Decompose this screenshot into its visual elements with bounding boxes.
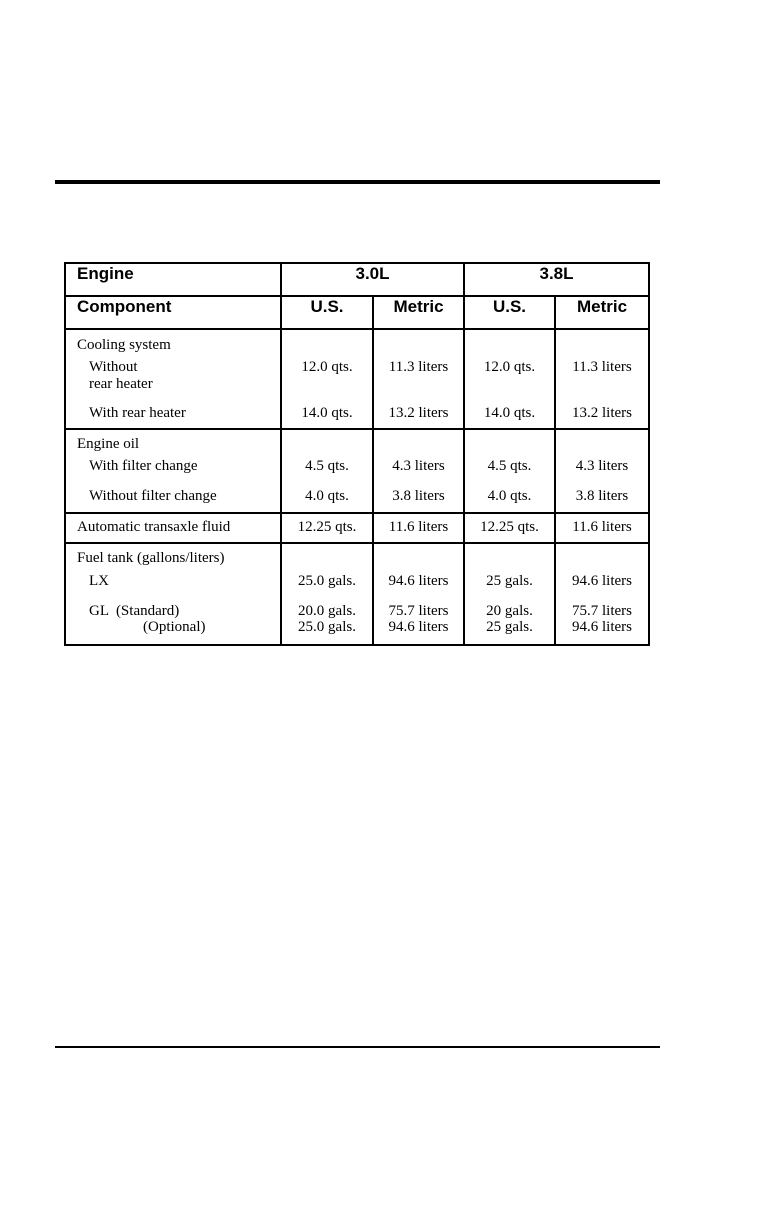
oil-with-us-3-8l: 4.5 qts. — [487, 458, 532, 474]
transaxle-title: Automatic transaxle fluid — [77, 519, 231, 535]
oil-without-filter-label: Without filter change — [89, 488, 217, 504]
capacities-table — [64, 262, 650, 646]
transaxle-metric-3-0l: 11.6 liters — [388, 519, 449, 535]
fuel-gl-metric-3-0l: 75.7 liters — [388, 603, 449, 619]
fuel-opt-us-3-0l: 25.0 gals. — [298, 619, 356, 635]
cooling-with-us-3-0l: 14.0 qts. — [301, 405, 353, 421]
cooling-without-metric-3-8l: 11.3 liters — [572, 359, 632, 375]
fuel-opt-metric-3-8l: 94.6 liters — [572, 619, 632, 635]
us-header-3-8l: U.S. — [464, 296, 555, 329]
fuel-title: Fuel tank (gallons/liters) — [77, 550, 225, 566]
fuel-gl-metric-3-8l: 75.7 liters — [572, 603, 632, 619]
cooling-with-metric-3-0l: 13.2 liters — [388, 405, 449, 421]
transaxle-us-3-0l: 12.25 qts. — [297, 519, 357, 535]
engine-header-row — [65, 263, 649, 296]
fuel-lx-us-3-0l: 25.0 gals. — [298, 573, 356, 589]
oil-without-us-3-8l: 4.0 qts. — [487, 488, 532, 504]
transaxle-section — [65, 513, 649, 543]
fuel-gl-label: GL (Standard) — [89, 603, 180, 619]
fuel-opt-metric-3-0l: 94.6 liters — [388, 619, 449, 635]
cooling-title: Cooling system — [77, 337, 171, 353]
engine-label: Engine — [65, 263, 281, 296]
oil-with-filter-label: With filter change — [89, 458, 198, 474]
component-label: Component — [65, 296, 281, 329]
cooling-without-us-3-0l: 12.0 qts. — [301, 359, 353, 375]
oil-with-metric-3-8l: 4.3 liters — [575, 458, 629, 474]
engine-3-0l-header: 3.0L — [281, 263, 464, 296]
oil-without-us-3-0l: 4.0 qts. — [305, 488, 349, 504]
cooling-without-label-2: rear heater — [89, 376, 153, 392]
engine-3-8l-header: 3.8L — [464, 263, 649, 296]
fuel-tank-section — [65, 543, 649, 645]
cooling-without-us-3-8l: 12.0 qts. — [483, 359, 536, 375]
top-rule — [55, 180, 660, 184]
fuel-gl-us-3-8l: 20 gals. — [486, 603, 533, 619]
fuel-optional-label: (Optional) — [143, 619, 206, 635]
cooling-without-label: Without — [89, 359, 138, 375]
oil-without-metric-3-8l: 3.8 liters — [575, 488, 629, 504]
bottom-rule — [55, 1046, 660, 1048]
us-header-3-0l: U.S. — [281, 296, 373, 329]
metric-header-3-0l: Metric — [373, 296, 464, 329]
fuel-lx-metric-3-8l: 94.6 liters — [572, 573, 632, 589]
oil-without-metric-3-0l: 3.8 liters — [392, 488, 445, 504]
fuel-lx-us-3-8l: 25 gals. — [486, 573, 533, 589]
oil-with-us-3-0l: 4.5 qts. — [305, 458, 349, 474]
metric-header-3-8l: Metric — [555, 296, 649, 329]
fuel-opt-us-3-8l: 25 gals. — [486, 619, 533, 635]
transaxle-us-3-8l: 12.25 qts. — [480, 519, 539, 535]
fuel-lx-label: LX — [89, 573, 109, 589]
oil-with-metric-3-0l: 4.3 liters — [392, 458, 445, 474]
engine-oil-section — [65, 429, 649, 513]
fuel-lx-metric-3-0l: 94.6 liters — [388, 573, 449, 589]
cooling-section — [65, 329, 649, 429]
cooling-without-metric-3-0l: 11.3 liters — [388, 359, 449, 375]
cooling-with-us-3-8l: 14.0 qts. — [483, 405, 536, 421]
component-header-row — [65, 296, 649, 329]
cooling-with-label: With rear heater — [89, 405, 186, 421]
oil-title: Engine oil — [77, 436, 140, 452]
transaxle-metric-3-8l: 11.6 liters — [572, 519, 632, 535]
cooling-with-metric-3-8l: 13.2 liters — [572, 405, 632, 421]
fuel-gl-us-3-0l: 20.0 gals. — [298, 603, 356, 619]
